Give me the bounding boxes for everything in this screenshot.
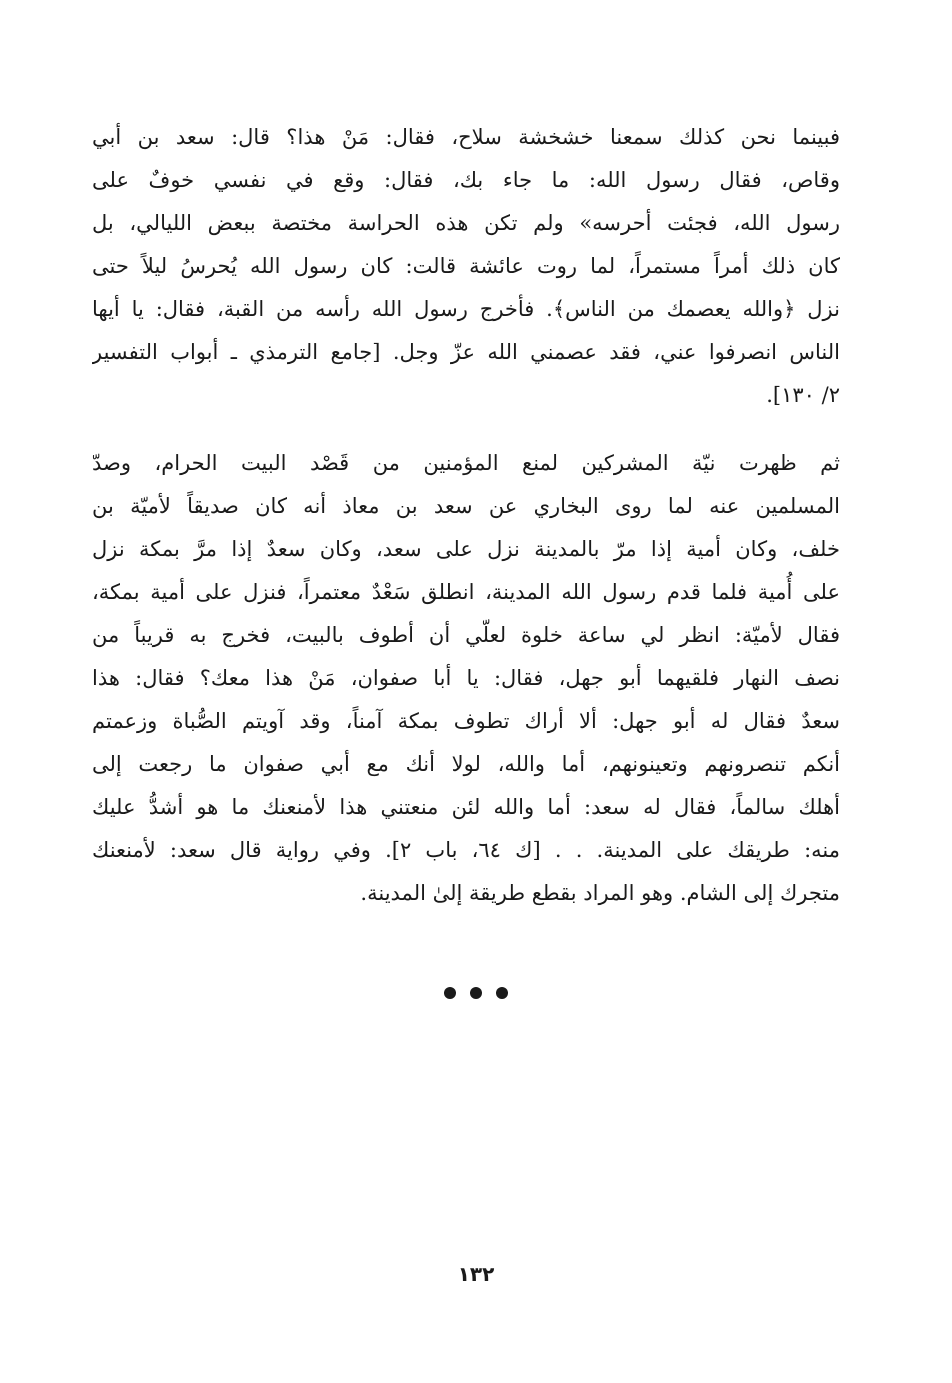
- text-line: فبينما نحن كذلك سمعنا خشخشة سلاح، فقال: مَنْ هذا؟ قال: سعد بن أبي: [92, 125, 840, 149]
- text-line: فقال لأميّة: انظر لي ساعة خلوة لعلّي أن أطوف بالبيت، فخرج به قريباً من: [92, 623, 840, 647]
- text-line: سعدٌ فقال له أبو جهل: ألا أراك تطوف بمكة آمناً، وقد آويتم الصُّباة وزعمتم: [92, 709, 840, 733]
- text-line: المسلمين عنه لما روى البخاري عن سعد بن معاذ أنه كان صديقاً لأميّة بن: [92, 494, 840, 518]
- text-line: وقاص، فقال رسول الله: ما جاء بك، فقال: وقع في نفسي خوفٌ على: [92, 168, 840, 192]
- paragraph-2: [92, 442, 840, 915]
- paragraph-1: [92, 116, 840, 417]
- text-line: على أُمية فلما قدم رسول الله المدينة، انطلق سَعْدٌ معتمراً، فنزل على أمية بمكة،: [92, 580, 840, 604]
- dot-icon: [496, 987, 508, 999]
- dot-icon: [444, 987, 456, 999]
- text-line: خلف، وكان أمية إذا مرّ بالمدينة نزل على سعد، وكان سعدٌ إذا مرَّ بمكة نزل: [92, 537, 840, 561]
- page-number: ١٣٢: [457, 1262, 495, 1286]
- text-line: أهلك سالماً، فقال له سعد: أما والله لئن منعتني هذا لأمنعنك ما هو أشدُّ عليك: [92, 795, 840, 819]
- text-line: ٢/ ١٣٠].: [766, 383, 840, 407]
- text-line: الناس انصرفوا عني، فقد عصمني الله عزّ وجل. [جامع الترمذي ـ أبواب التفسير: [92, 340, 840, 364]
- text-line: منه: طريقك على المدينة. . . [ك ٦٤، باب ٢]. وفي رواية قال سعد: لأمنعنك: [92, 838, 840, 862]
- text-line: أنكم تنصرونهم وتعينونهم، أما والله، لولا أنك مع أبي صفوان ما رجعت إلى: [92, 752, 840, 776]
- text-line: متجرك إلى الشام. وهو المراد بقطع طريقة إلىٰ المدينة.: [360, 881, 840, 905]
- text-line: رسول الله، فجئت أحرسه» ولم تكن هذه الحراسة مختصة ببعض الليالي، بل: [92, 211, 840, 235]
- text-line: نصف النهار فلقيهما أبو جهل، فقال: يا أبا صفوان، مَنْ هذا معك؟ فقال: هذا: [92, 666, 840, 690]
- text-line: نزل ﴿والله يعصمك من الناس﴾. فأخرج رسول الله رأسه من القبة، فقال: يا أيها: [92, 297, 840, 321]
- text-line: ثم ظهرت نيّة المشركين لمنع المؤمنين من قَصْد البيت الحرام، وصدّ: [92, 451, 840, 475]
- three-dots-separator-icon: [0, 984, 952, 1003]
- dot-icon: [470, 987, 482, 999]
- text-line: كان ذلك أمراً مستمراً، لما روت عائشة قالت: كان رسول الله يُحرسُ ليلاً حتى: [92, 254, 840, 278]
